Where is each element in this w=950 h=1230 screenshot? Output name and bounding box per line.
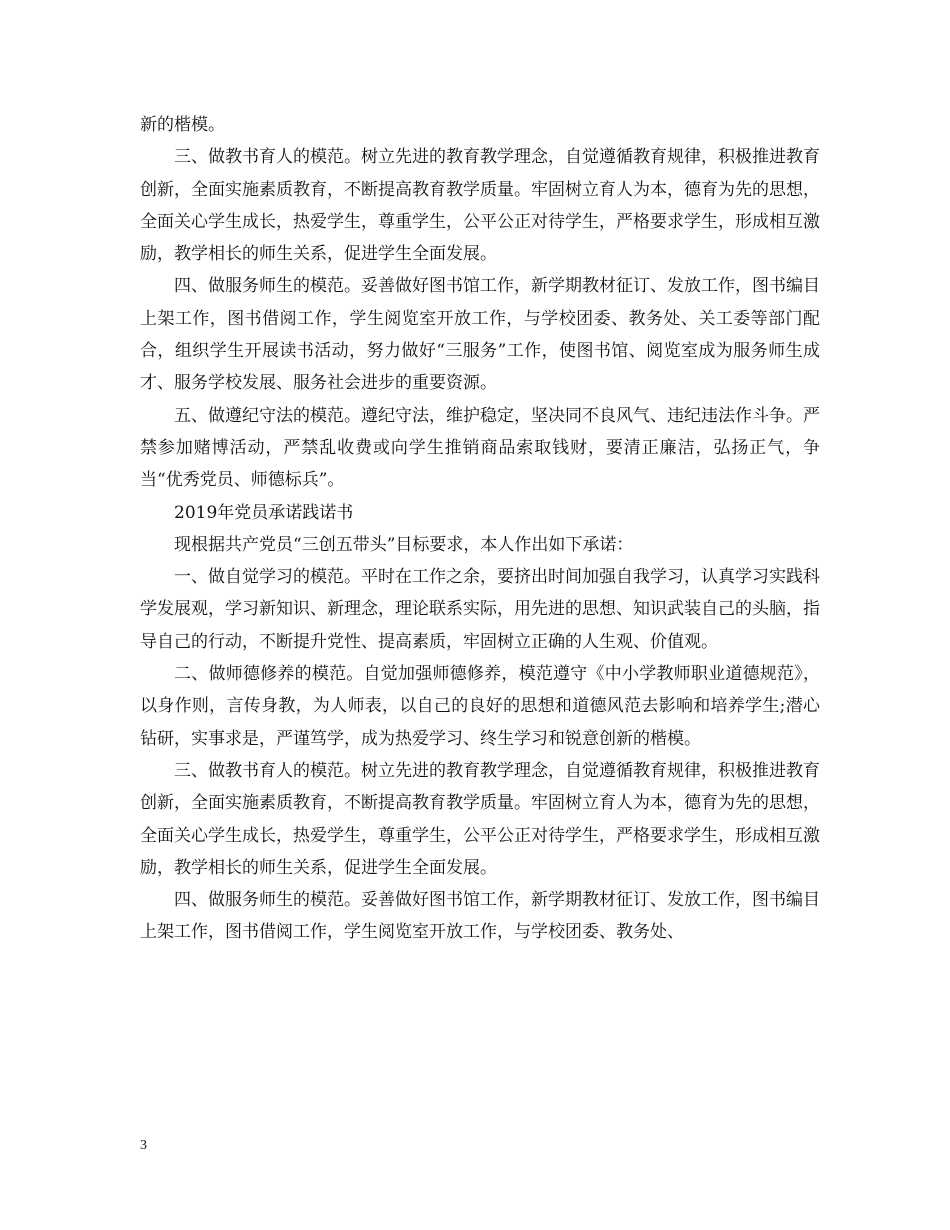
paragraph-intro: 现根据共产党员“三创五带头”目标要求，本人作出如下承诺： — [174, 534, 634, 555]
page-number: 3 — [140, 1138, 147, 1153]
paragraph-continuation: 新的楷模。 — [140, 115, 225, 135]
paragraph-teaching-model: 三、做教书育人的模范。树立先进的教育教学理念，自觉遵循教育规律，积极推进教育创新，全面实施素质教育，不断提高教育教学质量。牢固树立育人为本，德育为先的思想，全面关心学生成长，热爱学生，尊重学生，公平公正对待学生，严格要求学生，形成相互激励，教学相长的师生关系，促进学生全面发展。 — [140, 147, 820, 265]
document-body — [140, 109, 820, 949]
section-title: 2019年党员承诺践诺书 — [174, 502, 354, 523]
paragraph-service-model-2: 四、做服务师生的模范。妥善做好图书馆工作，新学期教材征订、发放工作，图书编目上架工作，图书借阅工作，学生阅览室开放工作，与学校团委、教务处、 — [140, 890, 820, 943]
paragraph-service-model: 四、做服务师生的模范。妥善做好图书馆工作，新学期教材征订、发放工作，图书编目上架工作，图书借阅工作，学生阅览室开放工作，与学校团委、教务处、关工委等部门配合，组织学生开展读书活动，努力做好“三服务”工作，使图书馆、阅览室成为服务师生成才、服务学校发展、服务社会进步的重要资源。 — [140, 276, 820, 394]
paragraph-learning-model: 一、做自觉学习的模范。平时在工作之余，要挤出时间加强自我学习，认真学习实践科学发展观，学习新知识、新理念，理论联系实际，用先进的思想、知识武装自己的头脑，指导自己的行动，不断提升党性、提高素质，牢固树立正确的人生观、价值观。 — [140, 567, 820, 652]
paragraph-teaching-model-2: 三、做教书育人的模范。树立先进的教育教学理念，自觉遵循教育规律，积极推进教育创新，全面实施素质教育，不断提高教育教学质量。牢固树立育人为本，德育为先的思想，全面关心学生成长，热爱学生，尊重学生，公平公正对待学生，严格要求学生，形成相互激励，教学相长的师生关系，促进学生全面发展。 — [140, 760, 820, 878]
paragraph-law-model: 五、做遵纪守法的模范。遵纪守法，维护稳定，坚决同不良风气、违纪违法作斗争。严禁参加赌博活动，严禁乱收费或向学生推销商品索取钱财，要清正廉洁，弘扬正气，争当“优秀党员、师德标兵”。 — [140, 405, 820, 491]
paragraph-ethics-model: 二、做师德修养的模范。自觉加强师德修养，模范遵守《中小学教师职业道德规范》，以身作则，言传身教，为人师表，以自己的良好的思想和道德风范去影响和培养学生;潜心钻研，实事求是，严谨笃学，成为热爱学习、终生学习和锐意创新的楷模。 — [140, 664, 820, 749]
